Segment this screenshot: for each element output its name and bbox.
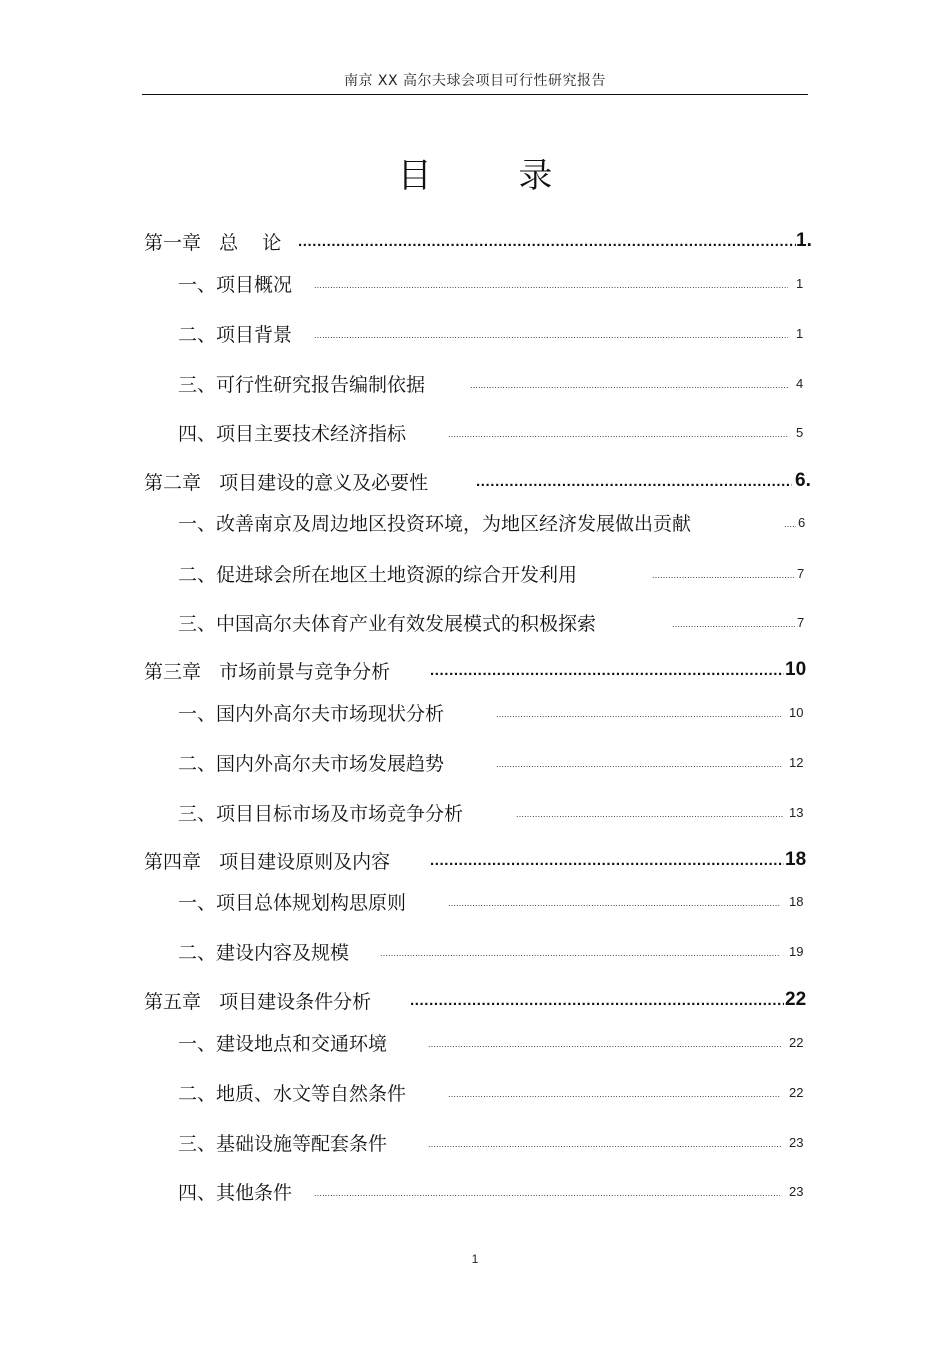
toc-page-number: 22: [789, 1085, 804, 1100]
toc-entry-title: 二、项目背景: [178, 323, 293, 346]
toc-page-number: 12: [789, 755, 804, 770]
toc-entry-title: 三、基础设施等配套条件: [178, 1132, 388, 1155]
toc-dot-leader: [410, 985, 784, 1015]
toc-section-entry[interactable]: [178, 936, 820, 966]
toc-dot-leader: [448, 886, 780, 916]
toc-entry-title: 第五章 项目建设条件分析: [144, 990, 372, 1013]
toc-dot-leader: [652, 558, 795, 588]
toc-section-entry[interactable]: [178, 697, 820, 727]
toc-entry-title: 三、项目目标市场及市场竞争分析: [178, 802, 464, 825]
toc-section-entry[interactable]: [178, 1127, 820, 1157]
toc-entry-title: 一、项目总体规划构思原则: [178, 891, 407, 914]
toc-entry-title: 第三章 市场前景与竞争分析: [144, 660, 391, 683]
toc-dot-leader: [314, 268, 788, 298]
toc-dot-leader: [470, 368, 788, 398]
toc-dot-leader: [672, 607, 795, 637]
toc-entry-title: 四、项目主要技术经济指标: [178, 422, 407, 445]
toc-section-entry[interactable]: [178, 417, 820, 447]
toc-entry-title: 二、促进球会所在地区土地资源的综合开发利用: [178, 563, 578, 586]
toc-page-number: 23: [789, 1135, 804, 1150]
toc-entry-title: 四、其他条件: [178, 1181, 293, 1204]
toc-page-number: 18: [785, 849, 807, 870]
toc-dot-leader: [430, 655, 784, 685]
toc-page-number: 18: [789, 894, 804, 909]
toc-entry-title: 第四章 项目建设原则及内容: [144, 850, 391, 873]
toc-section-entry[interactable]: [178, 747, 820, 777]
toc-page-number: 1.: [796, 230, 812, 251]
toc-dot-leader: [428, 1127, 782, 1157]
toc-page-number: 1: [796, 276, 804, 291]
toc-page-number: 4: [796, 376, 804, 391]
toc-section-entry[interactable]: [178, 607, 820, 637]
toc-entry-title: 第二章 项目建设的意义及必要性: [144, 471, 429, 494]
toc-page-number: 22: [785, 989, 807, 1010]
toc-entry-title: 一、建设地点和交通环境: [178, 1032, 388, 1055]
toc-dot-leader: [496, 697, 783, 727]
toc-dot-leader: [298, 226, 796, 256]
toc-dot-leader: [448, 417, 788, 447]
toc-section-entry[interactable]: [178, 886, 820, 916]
toc-entry-title: 二、建设内容及规模: [178, 941, 350, 964]
toc-section-entry[interactable]: [178, 1176, 820, 1206]
page-title: 目 录: [397, 156, 591, 196]
page-number: 1: [471, 1252, 479, 1266]
toc-entry-title: 一、改善南京及周边地区投资环境，为地区经济发展做出贡献: [178, 512, 692, 535]
toc-dot-leader: [430, 845, 784, 875]
toc-dot-leader: [314, 318, 788, 348]
toc-page-number: 6: [798, 515, 806, 530]
toc-page-number: 6.: [795, 470, 811, 491]
toc-dot-leader: [496, 747, 783, 777]
toc-page-number: 22: [789, 1035, 804, 1050]
toc-dot-leader: [428, 1027, 782, 1057]
running-header: 南京 XX 高尔夫球会项目可行性研究报告: [343, 73, 607, 89]
toc-chapter-entry[interactable]: [144, 655, 820, 685]
toc-dot-leader: [380, 936, 780, 966]
toc-entry-title: 一、项目概况: [178, 273, 293, 296]
toc-dot-leader: [448, 1077, 780, 1107]
toc-chapter-entry[interactable]: [144, 985, 820, 1015]
toc-page-number: 7: [797, 566, 805, 581]
toc-section-entry[interactable]: [178, 368, 820, 398]
toc-entry-title: 二、地质、水文等自然条件: [178, 1082, 407, 1105]
toc-dot-leader: [314, 1176, 780, 1206]
toc-section-entry[interactable]: [178, 268, 820, 298]
toc-section-entry[interactable]: [178, 558, 820, 588]
toc-page-number: 13: [789, 805, 804, 820]
toc-entry-title: 二、国内外高尔夫市场发展趋势: [178, 752, 445, 775]
toc-page-number: 7: [797, 615, 805, 630]
toc-section-entry[interactable]: [178, 318, 820, 348]
toc-page-number: 19: [789, 944, 804, 959]
toc-entry-title: 三、可行性研究报告编制依据: [178, 373, 426, 396]
toc-chapter-entry[interactable]: [144, 466, 820, 496]
toc-chapter-entry[interactable]: [144, 226, 820, 256]
toc-page-number: 5: [796, 425, 804, 440]
toc-dot-leader: [516, 797, 783, 827]
toc-dot-leader: [476, 466, 792, 496]
toc-entry-title: 第一章 总 论: [144, 231, 282, 254]
toc-entry-title: 一、国内外高尔夫市场现状分析: [178, 702, 445, 725]
toc-page-number: 23: [789, 1184, 804, 1199]
toc-dot-leader: [784, 507, 796, 537]
toc-page-number: 1: [796, 326, 804, 341]
toc-section-entry[interactable]: [178, 1027, 820, 1057]
toc-page-number: 10: [789, 705, 804, 720]
toc-section-entry[interactable]: [178, 797, 820, 827]
toc-section-entry[interactable]: [178, 1077, 820, 1107]
toc-section-entry[interactable]: [178, 507, 820, 537]
toc-page-number: 10: [785, 659, 807, 680]
toc-entry-title: 三、中国高尔夫体育产业有效发展模式的积极探索: [178, 612, 597, 635]
toc-chapter-entry[interactable]: [144, 845, 820, 875]
